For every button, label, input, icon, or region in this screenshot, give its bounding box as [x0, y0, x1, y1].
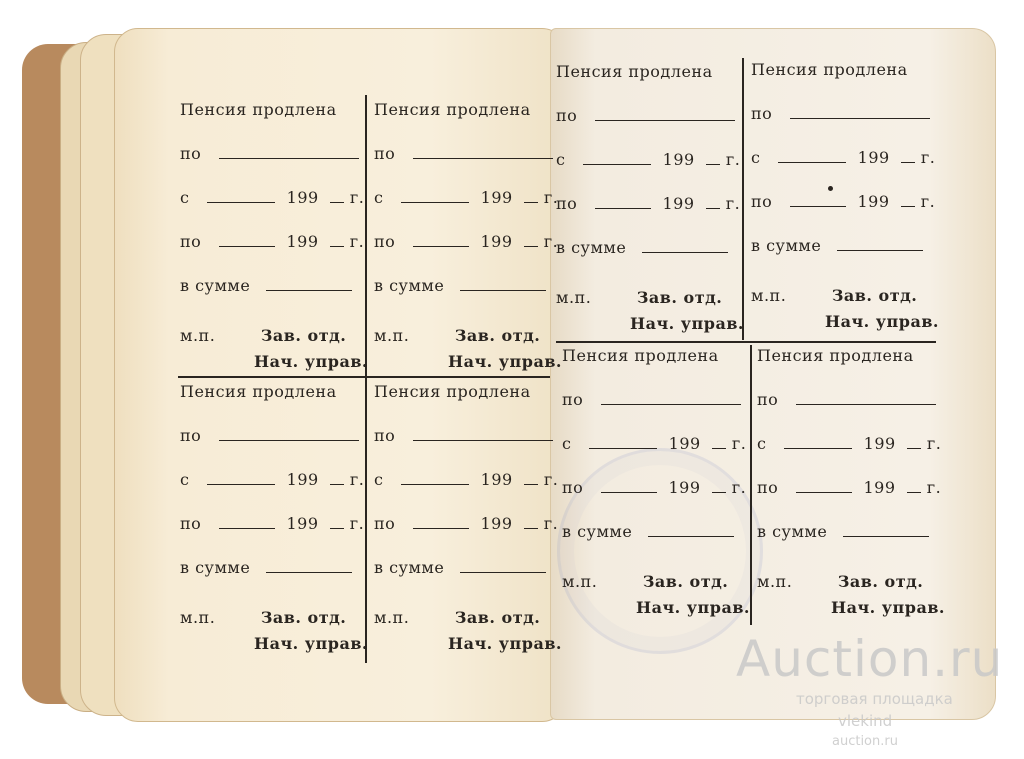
coupon-title: Пенсия продлена	[374, 382, 531, 401]
label-year: 199	[480, 188, 513, 207]
label-year-suffix: г.	[349, 232, 365, 251]
coupon-to-row	[180, 514, 364, 533]
coupon-amount-row	[751, 236, 923, 255]
label-po: по	[562, 390, 584, 409]
coupon-title: Пенсия продлена	[180, 382, 337, 401]
pension-extension-coupon	[180, 382, 368, 672]
label-po: по	[562, 478, 584, 497]
label-year-suffix: г.	[543, 470, 559, 489]
coupon-amount-row	[757, 522, 929, 541]
blank-field	[648, 524, 734, 537]
blank-field	[790, 194, 846, 207]
coupon-stamp-row	[751, 286, 917, 305]
label-year: 199	[668, 434, 701, 453]
coupon-to-row	[374, 514, 558, 533]
label-year-suffix: г.	[349, 470, 365, 489]
label-po: по	[751, 104, 773, 123]
label-mp: м.п.	[751, 286, 787, 305]
coupon-title: Пенсия продлена	[751, 60, 908, 79]
blank-field	[524, 516, 538, 529]
blank-field	[642, 240, 728, 253]
blank-field	[266, 278, 352, 291]
blank-field	[460, 278, 546, 291]
label-year: 199	[480, 470, 513, 489]
coupon-to-row	[562, 478, 746, 497]
label-po: по	[180, 514, 202, 533]
label-s: с	[562, 434, 572, 453]
label-year-suffix: г.	[349, 188, 365, 207]
label-year-suffix: г.	[926, 478, 942, 497]
coupon-from-row	[180, 470, 364, 489]
coupon-stamp-row	[374, 326, 540, 345]
label-nach: Нач. управ.	[447, 634, 562, 653]
coupon-title: Пенсия продлена	[562, 346, 719, 365]
label-mp: м.п.	[757, 572, 793, 591]
coupon-from-row	[374, 470, 558, 489]
label-year: 199	[863, 434, 896, 453]
label-sum: в сумме	[180, 558, 251, 577]
blank-field	[330, 472, 344, 485]
label-po: по	[374, 426, 396, 445]
blank-field	[784, 436, 852, 449]
blank-field	[706, 152, 720, 165]
label-s: с	[751, 148, 761, 167]
label-po: по	[757, 478, 779, 497]
label-mp: м.п.	[556, 288, 592, 307]
blank-field	[901, 150, 915, 163]
blank-field	[595, 196, 651, 209]
label-year: 199	[662, 150, 695, 169]
grid-divider	[750, 345, 752, 625]
coupon-amount-row	[180, 558, 352, 577]
coupon-from-row	[180, 188, 364, 207]
coupon-to-row	[180, 232, 364, 251]
coupon-amount-row	[374, 276, 546, 295]
blank-field	[583, 152, 651, 165]
label-year-suffix: г.	[543, 232, 559, 251]
coupon-stamp-row	[556, 288, 722, 307]
blank-field	[401, 472, 469, 485]
coupon-stamp-row	[757, 572, 923, 591]
label-s: с	[180, 188, 190, 207]
coupon-from-row	[562, 434, 746, 453]
coupon-until-row	[374, 426, 553, 445]
blank-field	[207, 190, 275, 203]
label-nach: Нач. управ.	[635, 598, 750, 617]
pension-extension-coupon	[757, 346, 945, 636]
label-zav: Зав. отд.	[837, 572, 924, 591]
pension-extension-coupon	[751, 60, 939, 350]
label-year-suffix: г.	[926, 434, 942, 453]
blank-field	[907, 480, 921, 493]
label-year-suffix: г.	[920, 148, 936, 167]
label-nach: Нач. управ.	[253, 352, 368, 371]
watermark-domain: auction.ru	[832, 734, 898, 749]
coupon-until-row	[562, 390, 741, 409]
label-mp: м.п.	[180, 326, 216, 345]
label-po: по	[374, 514, 396, 533]
blank-field	[843, 524, 929, 537]
blank-field	[219, 428, 359, 441]
label-mp: м.п.	[374, 326, 410, 345]
label-sum: в сумме	[374, 276, 445, 295]
pension-extension-coupon	[374, 100, 562, 390]
label-year: 199	[668, 478, 701, 497]
blank-field	[601, 480, 657, 493]
label-year-suffix: г.	[731, 478, 747, 497]
coupon-from-row	[556, 150, 740, 169]
label-year-suffix: г.	[725, 150, 741, 169]
label-sum: в сумме	[180, 276, 251, 295]
blank-field	[778, 150, 846, 163]
coupon-until-row	[374, 144, 553, 163]
blank-field	[266, 560, 352, 573]
coupon-title: Пенсия продлена	[374, 100, 531, 119]
coupon-until-row	[180, 144, 359, 163]
label-year-suffix: г.	[543, 188, 559, 207]
label-po: по	[556, 106, 578, 125]
coupon-from-row	[757, 434, 941, 453]
coupon-title: Пенсия продлена	[757, 346, 914, 365]
label-po: по	[757, 390, 779, 409]
watermark-tagline: торговая площадка	[796, 690, 953, 708]
blank-field	[796, 480, 852, 493]
blank-field	[595, 108, 735, 121]
ink-speck	[828, 186, 833, 191]
label-year: 199	[480, 232, 513, 251]
pension-extension-coupon	[374, 382, 562, 672]
label-s: с	[757, 434, 767, 453]
label-year: 199	[286, 470, 319, 489]
label-po: по	[556, 194, 578, 213]
blank-field	[219, 516, 275, 529]
label-year-suffix: г.	[731, 434, 747, 453]
label-zav: Зав. отд.	[454, 326, 541, 345]
coupon-until-row	[751, 104, 930, 123]
label-year: 199	[286, 188, 319, 207]
label-year: 199	[480, 514, 513, 533]
label-sum: в сумме	[751, 236, 822, 255]
blank-field	[460, 560, 546, 573]
label-po: по	[180, 144, 202, 163]
coupon-stamp-row	[180, 608, 346, 627]
label-s: с	[180, 470, 190, 489]
blank-field	[413, 428, 553, 441]
blank-field	[706, 196, 720, 209]
label-year-suffix: г.	[725, 194, 741, 213]
pension-extension-coupon	[556, 62, 744, 352]
label-nach: Нач. управ.	[629, 314, 744, 333]
label-zav: Зав. отд.	[260, 608, 347, 627]
blank-field	[413, 146, 553, 159]
blank-field	[219, 146, 359, 159]
label-mp: м.п.	[180, 608, 216, 627]
coupon-amount-row	[562, 522, 734, 541]
label-sum: в сумме	[374, 558, 445, 577]
blank-field	[712, 436, 726, 449]
label-zav: Зав. отд.	[260, 326, 347, 345]
label-s: с	[374, 188, 384, 207]
coupon-until-row	[757, 390, 936, 409]
label-mp: м.п.	[562, 572, 598, 591]
blank-field	[330, 234, 344, 247]
label-nach: Нач. управ.	[447, 352, 562, 371]
label-zav: Зав. отд.	[454, 608, 541, 627]
coupon-title: Пенсия продлена	[180, 100, 337, 119]
label-zav: Зав. отд.	[831, 286, 918, 305]
coupon-stamp-row	[374, 608, 540, 627]
label-po: по	[751, 192, 773, 211]
blank-field	[330, 516, 344, 529]
label-year: 199	[863, 478, 896, 497]
coupon-until-row	[556, 106, 735, 125]
blank-field	[413, 516, 469, 529]
coupon-to-row	[556, 194, 740, 213]
blank-field	[524, 472, 538, 485]
blank-field	[330, 190, 344, 203]
pension-extension-coupon	[562, 346, 750, 636]
blank-field	[524, 234, 538, 247]
label-s: с	[556, 150, 566, 169]
blank-field	[401, 190, 469, 203]
label-nach: Нач. управ.	[830, 598, 945, 617]
coupon-to-row	[374, 232, 558, 251]
blank-field	[712, 480, 726, 493]
coupon-amount-row	[374, 558, 546, 577]
coupon-to-row	[757, 478, 941, 497]
coupon-stamp-row	[180, 326, 346, 345]
coupon-from-row	[751, 148, 935, 167]
label-year-suffix: г.	[543, 514, 559, 533]
label-po: по	[180, 426, 202, 445]
label-year: 199	[857, 192, 890, 211]
blank-field	[601, 392, 741, 405]
label-year: 199	[857, 148, 890, 167]
blank-field	[589, 436, 657, 449]
label-po: по	[180, 232, 202, 251]
blank-field	[901, 194, 915, 207]
label-nach: Нач. управ.	[253, 634, 368, 653]
label-nach: Нач. управ.	[824, 312, 939, 331]
blank-field	[837, 238, 923, 251]
watermark-brand: Auction.ru	[736, 630, 1004, 688]
label-mp: м.п.	[374, 608, 410, 627]
coupon-amount-row	[180, 276, 352, 295]
label-year-suffix: г.	[349, 514, 365, 533]
label-sum: в сумме	[562, 522, 633, 541]
blank-field	[907, 436, 921, 449]
blank-field	[219, 234, 275, 247]
blank-field	[207, 472, 275, 485]
blank-field	[790, 106, 930, 119]
coupon-stamp-row	[562, 572, 728, 591]
coupon-amount-row	[556, 238, 728, 257]
label-year: 199	[662, 194, 695, 213]
pension-extension-coupon	[180, 100, 368, 390]
coupon-from-row	[374, 188, 558, 207]
blank-field	[524, 190, 538, 203]
coupon-until-row	[180, 426, 359, 445]
label-sum: в сумме	[556, 238, 627, 257]
label-sum: в сумме	[757, 522, 828, 541]
label-year: 199	[286, 232, 319, 251]
label-zav: Зав. отд.	[636, 288, 723, 307]
label-year-suffix: г.	[920, 192, 936, 211]
label-s: с	[374, 470, 384, 489]
label-year: 199	[286, 514, 319, 533]
label-po: по	[374, 144, 396, 163]
label-zav: Зав. отд.	[642, 572, 729, 591]
coupon-to-row	[751, 192, 935, 211]
watermark-seller: vlekind	[838, 712, 893, 730]
coupon-title: Пенсия продлена	[556, 62, 713, 81]
label-po: по	[374, 232, 396, 251]
blank-field	[796, 392, 936, 405]
blank-field	[413, 234, 469, 247]
